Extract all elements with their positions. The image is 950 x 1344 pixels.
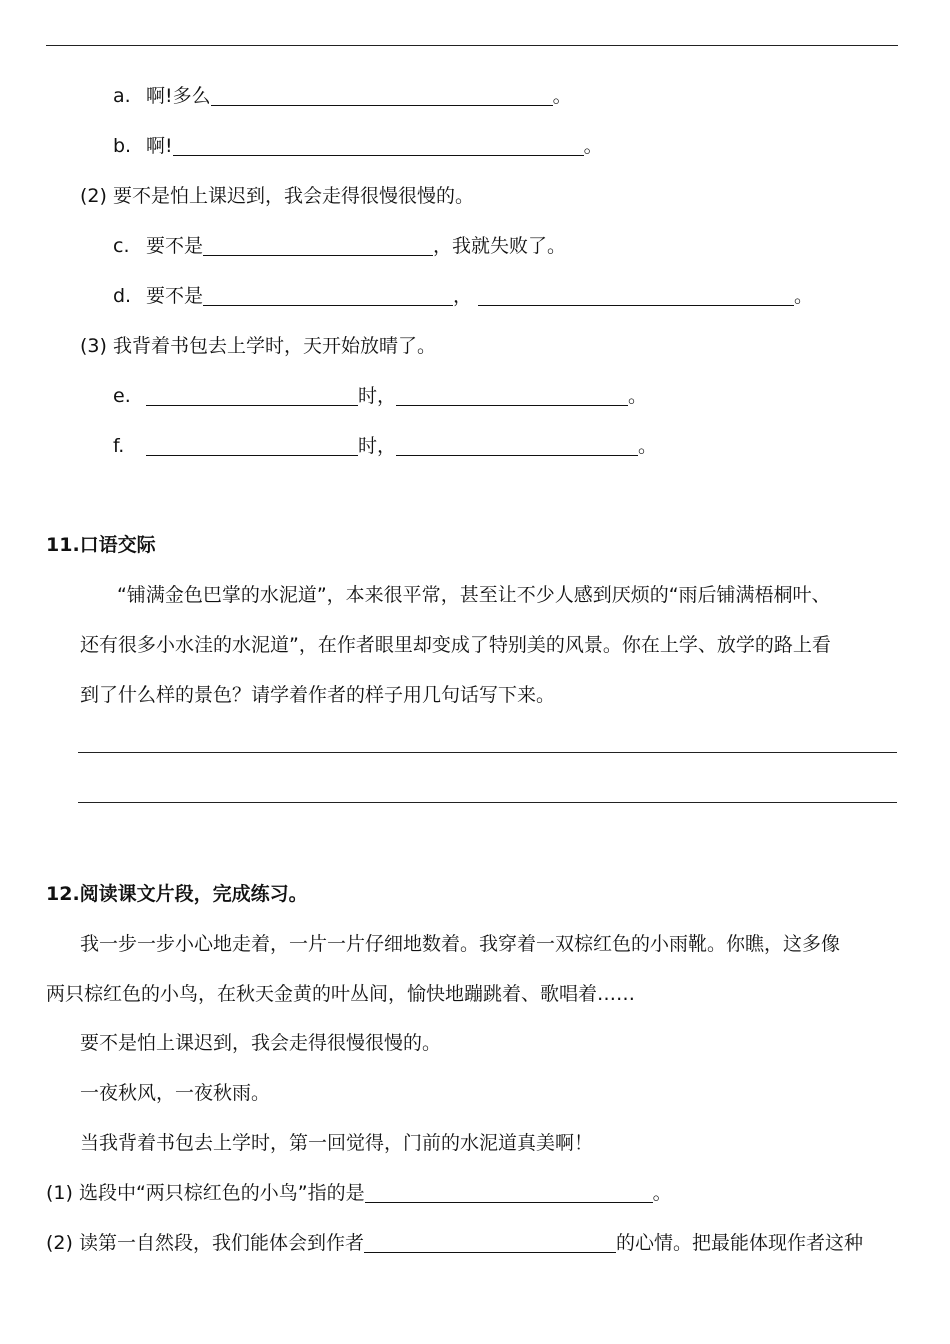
q12-subquestion-2 bbox=[46, 1231, 863, 1255]
item-label: a. bbox=[113, 85, 131, 107]
item-middle: 时， bbox=[358, 435, 397, 457]
header-rule bbox=[46, 45, 898, 46]
item-suffix: ，我就失败了。 bbox=[433, 235, 567, 257]
answer-line[interactable] bbox=[78, 802, 897, 803]
item-prefix: 啊!多么 bbox=[146, 85, 211, 107]
q10-item-f bbox=[113, 434, 657, 458]
q10-item-b bbox=[113, 134, 603, 158]
q10-item-e bbox=[113, 384, 647, 408]
q10-item-a bbox=[113, 84, 572, 108]
item-label: b. bbox=[113, 135, 132, 157]
answer-blank-2[interactable] bbox=[396, 435, 638, 456]
answer-blank[interactable] bbox=[364, 1232, 616, 1253]
q12-subquestion-1 bbox=[46, 1181, 672, 1205]
q11-paragraph-line: 还有很多小水洼的水泥道”，在作者眼里却变成了特别美的风景。你在上学、放学的路上看 bbox=[80, 634, 831, 656]
q10-item-c bbox=[113, 234, 566, 258]
answer-blank[interactable] bbox=[365, 1182, 653, 1203]
q12-passage-line: 两只棕红色的小鸟，在秋天金黄的叶丛间，愉快地蹦跳着、歌唱着…… bbox=[46, 983, 636, 1005]
q12-passage-line: 当我背着书包去上学时，第一回觉得，门前的水泥道真美啊！ bbox=[80, 1132, 594, 1154]
q12-passage-line: 一夜秋风，一夜秋雨。 bbox=[80, 1082, 271, 1104]
answer-blank[interactable] bbox=[173, 135, 584, 156]
item-label: e. bbox=[113, 385, 131, 407]
item-prefix: 啊! bbox=[146, 135, 173, 157]
item-suffix: 。 bbox=[638, 435, 658, 457]
q10-subquestion-2: (2) 要不是怕上课迟到，我会走得很慢很慢的。 bbox=[80, 185, 474, 207]
answer-blank-1[interactable] bbox=[146, 385, 358, 406]
item-suffix: 。 bbox=[583, 135, 603, 157]
item-suffix: 。 bbox=[652, 1182, 672, 1204]
q11-title: 11.口语交际 bbox=[46, 534, 156, 556]
item-middle: ， bbox=[453, 285, 473, 307]
q10-subquestion-3: (3) 我背着书包去上学时，天开始放晴了。 bbox=[80, 335, 436, 357]
q11-paragraph-line: 到了什么样的景色？请学着作者的样子用几句话写下来。 bbox=[80, 684, 556, 706]
item-prefix: 要不是 bbox=[146, 235, 204, 257]
item-label: c. bbox=[113, 235, 130, 257]
q11-paragraph-line: “铺满金色巴掌的水泥道”，本来很平常，甚至让不少人感到厌烦的“雨后铺满梧桐叶、 bbox=[117, 584, 831, 606]
q12-passage-line: 要不是怕上课迟到，我会走得很慢很慢的。 bbox=[80, 1032, 442, 1054]
item-suffix: 。 bbox=[628, 385, 648, 407]
item-label: f. bbox=[113, 435, 125, 457]
item-prefix: (2) 读第一自然段，我们能体会到作者 bbox=[46, 1232, 364, 1254]
item-suffix: 。 bbox=[552, 85, 572, 107]
answer-blank-2[interactable] bbox=[478, 285, 794, 306]
answer-line[interactable] bbox=[78, 752, 897, 753]
q12-title: 12.阅读课文片段，完成练习。 bbox=[46, 883, 308, 905]
q12-passage-line: 我一步一步小心地走着，一片一片仔细地数着。我穿着一双棕红色的小雨靴。你瞧，这多像 bbox=[80, 933, 841, 955]
answer-blank[interactable] bbox=[211, 85, 553, 106]
item-suffix: 的心情。把最能体现作者这种 bbox=[615, 1232, 863, 1254]
answer-blank[interactable] bbox=[203, 235, 433, 256]
item-middle: 时， bbox=[358, 385, 397, 407]
q10-item-d bbox=[113, 284, 813, 308]
item-prefix: 要不是 bbox=[146, 285, 204, 307]
answer-blank-1[interactable] bbox=[203, 285, 453, 306]
item-label: d. bbox=[113, 285, 132, 307]
item-suffix: 。 bbox=[794, 285, 814, 307]
item-prefix: (1) 选段中“两只棕红色的小鸟”指的是 bbox=[46, 1182, 365, 1204]
answer-blank-1[interactable] bbox=[146, 435, 358, 456]
answer-blank-2[interactable] bbox=[396, 385, 628, 406]
